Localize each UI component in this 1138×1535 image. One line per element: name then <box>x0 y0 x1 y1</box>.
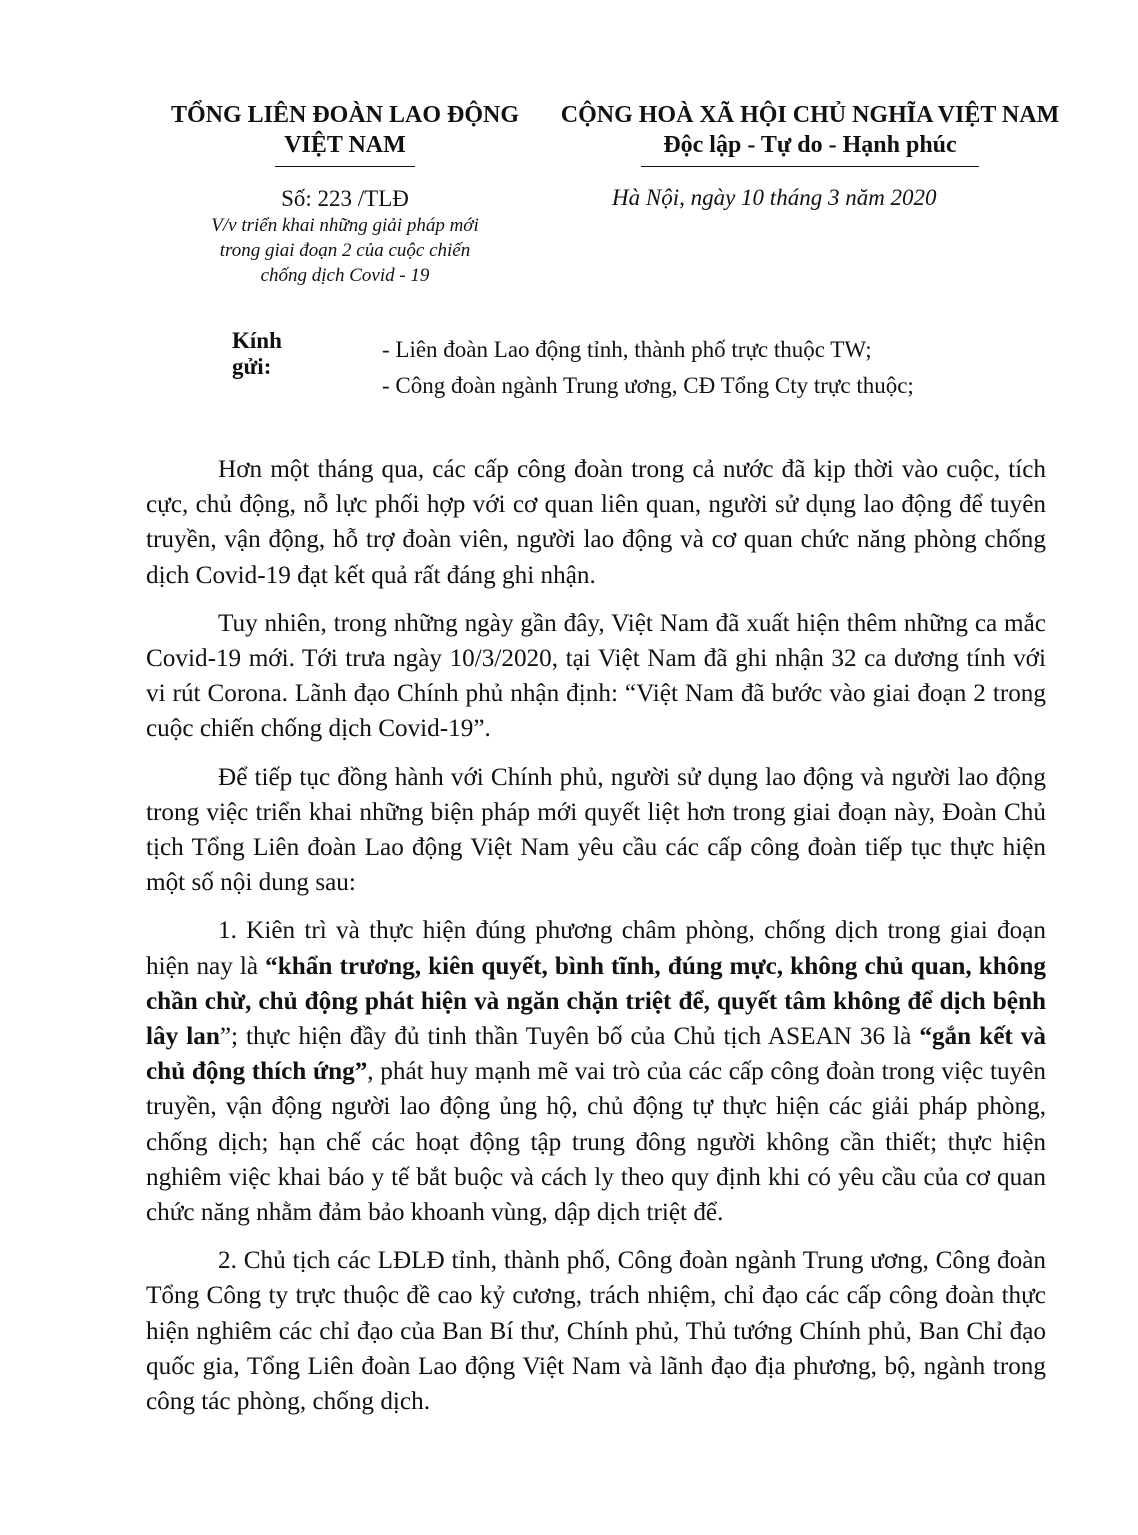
paragraph-4-text-e: , phát huy mạnh mẽ vai trò của các cấp công đoàn trong việc tuyên truyền, vận động người lao động ủng hộ, chủ động tự thực hiện các giải pháp phòng, chống dịch; hạn chế các hoạt động tập trung đông người không cần thiết; thực hiện nghiêm việc khai báo y tế bắt buộc và cách ly theo quy định khi có yêu cầu của cơ quan chức năng nhằm đảm bảo khoanh vùng, dập dịch triệt để. <box>146 1058 1046 1227</box>
paragraph-4 <box>146 913 1046 1230</box>
subject-line-3: chống dịch Covid - 19 <box>260 265 430 286</box>
paragraph-4-text-c: ”; thực hiện đầy đủ tinh thần Tuyên bố của Chủ tịch ASEAN 36 là <box>219 1023 920 1051</box>
paragraph-4-emphasis-2: “gắn kết và chủ động thích ứng” <box>146 1023 1046 1086</box>
issuing-org-header <box>150 100 540 288</box>
recipients-list <box>382 332 1082 404</box>
paragraph-1: Hơn một tháng qua, các cấp công đoàn trong cả nước đã kịp thời vào cuộc, tích cực, chủ động, nỗ lực phối hợp với cơ quan liên quan, người sử dụng lao động để tuyên truyền, vận động, hỗ trợ đoàn viên, người lao động và cơ quan chức năng phòng chống dịch Covid-19 đạt kết quả rất đáng ghi nhận. <box>146 456 1046 589</box>
motto-underline <box>641 166 979 167</box>
country-name: CỘNG HOÀ XÃ HỘI CHỦ NGHĨA VIỆT NAM <box>560 102 1060 128</box>
paragraph-2: Tuy nhiên, trong những ngày gần đây, Việt Nam đã xuất hiện thêm những ca mắc Covid-19 mới. Tới trưa ngày 10/3/2020, tại Việt Nam đã ghi nhận 32 ca dương tính với vi rút Corona. Lãnh đạo Chính phủ nhận định: “Việt Nam đã bước vào giai đoạn 2 trong cuộc chiến chống dịch Covid-19”. <box>146 609 1046 743</box>
national-motto: Độc lập - Tự do - Hạnh phúc <box>663 132 957 158</box>
recipient-item: - Liên đoàn Lao động tỉnh, thành phố trực thuộc TW; <box>382 337 872 362</box>
paragraph-5: 2. Chủ tịch các LĐLĐ tỉnh, thành phố, Công đoàn ngành Trung ương, Công đoàn Tổng Công ty trực thuộc đề cao kỷ cương, trách nhiệm, chỉ đạo các cấp công đoàn thực hiện nghiêm các chỉ đạo của Ban Bí thư, Chính phủ, Thủ tướng Chính phủ, Ban Chỉ đạo quốc gia, Tổng Liên đoàn Lao động Việt Nam và lãnh đạo địa phương, bộ, ngành trong công tác phòng, chống dịch. <box>146 1247 1046 1416</box>
paragraph-4-emphasis-1: “khẩn trương, kiên quyết, bình tĩnh, đúng mực, không chủ quan, không chần chừ, chủ động phát hiện và ngăn chặn triệt để, quyết tâm không để dịch bệnh lây lan <box>146 952 1046 1051</box>
date-line: Hà Nội, ngày 10 tháng 3 năm 2020 <box>612 185 937 210</box>
subject-line-1: V/v triển khai những giải pháp mới <box>211 215 479 236</box>
paragraph-4-text-a: 1. Kiên trì và thực hiện đúng phương châm phòng, chống dịch trong giai đoạn hiện nay là <box>146 917 1046 980</box>
recipient-item: - Công đoàn ngành Trung ương, CĐ Tổng Cty trực thuộc; <box>382 373 914 398</box>
org-name-line1: TỔNG LIÊN ĐOÀN LAO ĐỘNG <box>170 102 520 128</box>
org-underline <box>275 166 415 167</box>
recipients-label: Kính gửi: <box>232 328 282 379</box>
org-name-line2: VIỆT NAM <box>284 132 406 158</box>
national-header <box>560 100 1060 167</box>
document-body <box>146 452 1046 1432</box>
paragraph-3: Để tiếp tục đồng hành với Chính phủ, người sử dụng lao động và người lao động trong việc triển khai những biện pháp mới quyết liệt hơn trong giai đoạn này, Đoàn Chủ tịch Tổng Liên đoàn Lao động Việt Nam yêu cầu các cấp công đoàn tiếp tục thực hiện một số nội dung sau: <box>146 763 1046 897</box>
subject-line-2: trong giai đoạn 2 của cuộc chiến <box>219 240 471 261</box>
document-number: Số: 223 /TLĐ <box>281 186 409 211</box>
